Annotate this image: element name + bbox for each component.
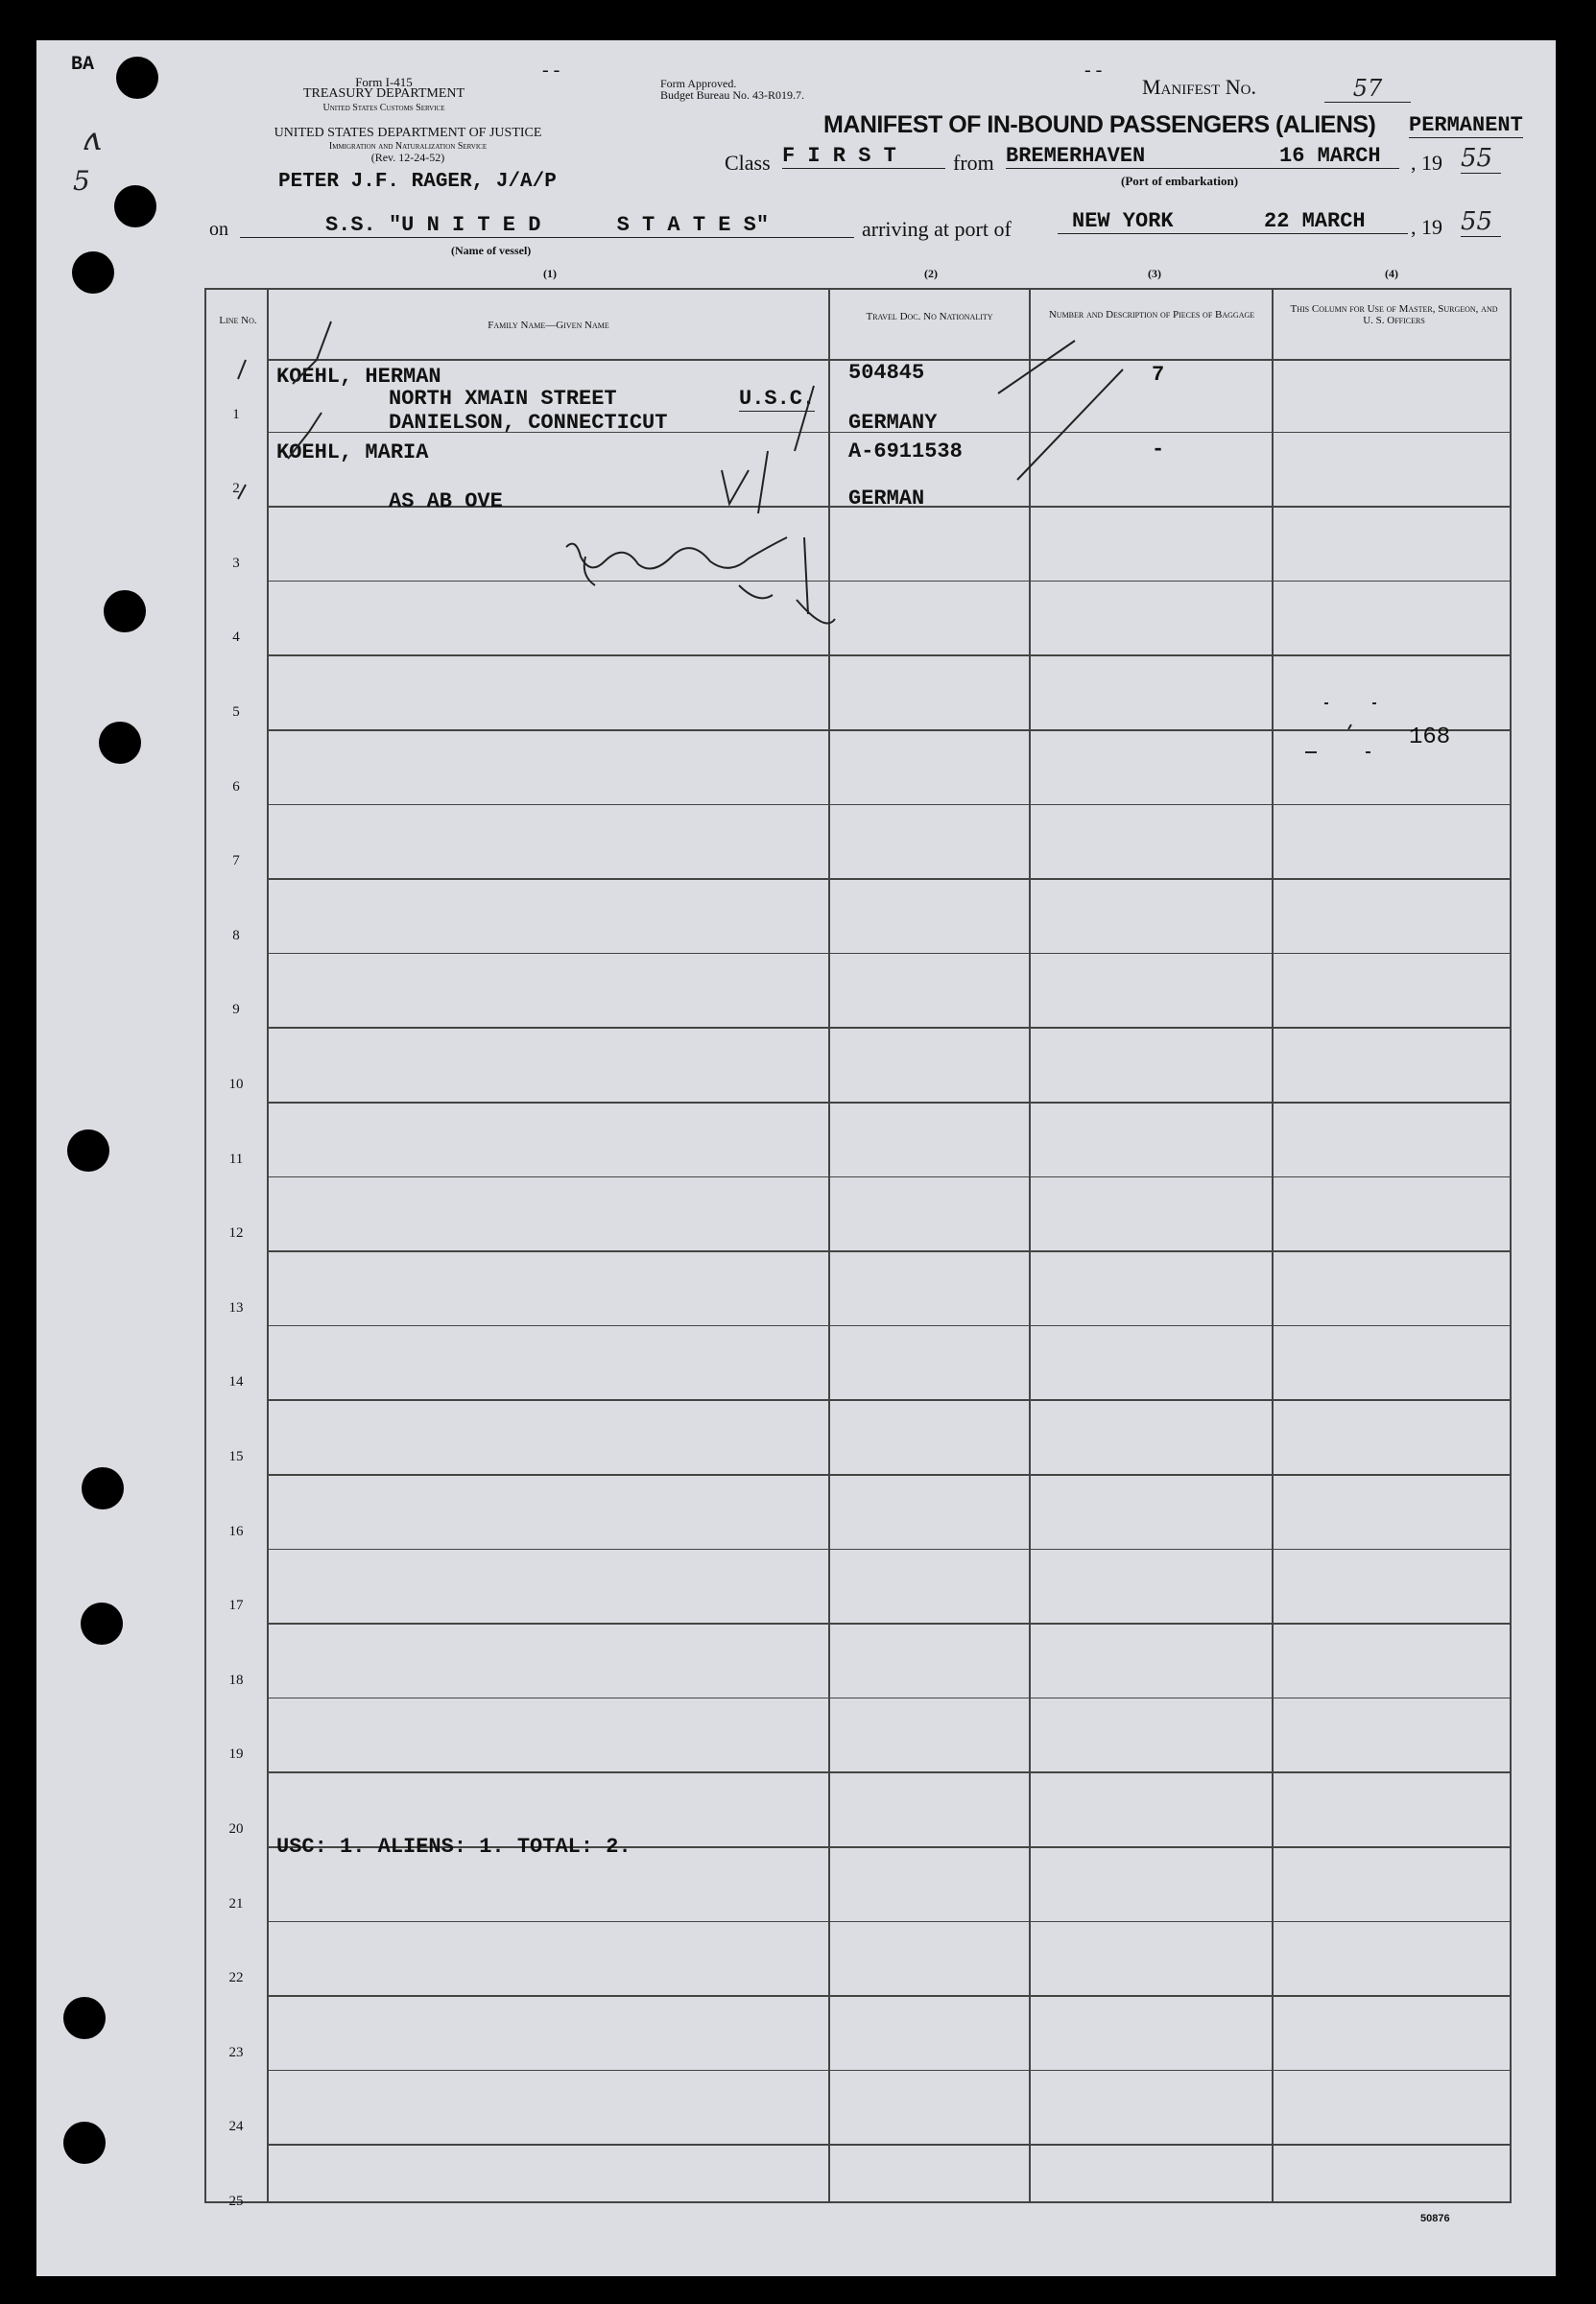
dash-mark: - -: [1084, 59, 1103, 81]
dash-mark: - -: [542, 59, 560, 81]
col-number: (3): [1148, 267, 1161, 280]
passenger-1-status: U.S.C.: [739, 387, 816, 411]
passenger-1-name: KOEHL, HERMAN: [276, 365, 441, 389]
port-embark-caption: (Port of embarkation): [1121, 174, 1239, 188]
row-line: [269, 581, 1512, 582]
row-line: [269, 2144, 1512, 2146]
from-label: from: [953, 151, 994, 175]
row-number: 16: [228, 1523, 244, 1539]
row-number: 9: [232, 1002, 240, 1018]
col-divider: [1272, 288, 1274, 2203]
passenger-1-address-1: NORTH XMAIN STREET: [389, 387, 617, 411]
manifest-type: PERMANENT: [1409, 113, 1523, 137]
vessel-caption: (Name of vessel): [451, 244, 532, 257]
row-number: 13: [228, 1299, 244, 1316]
row-number: 6: [232, 778, 240, 795]
punch-hole: [67, 1129, 109, 1172]
row-number: 21: [228, 1895, 244, 1912]
totals-line: USC: 1. ALIENS: 1. TOTAL: 2.: [276, 1835, 631, 1859]
manifest-title: MANIFEST OF IN-BOUND PASSENGERS (ALIENS): [823, 111, 1376, 138]
passenger-2-address: AS AB OVE: [389, 489, 503, 513]
row-number: 23: [228, 2044, 244, 2060]
col-divider: [828, 288, 830, 2203]
passenger-2-nationality: GERMAN: [848, 487, 925, 511]
passenger-2-baggage: -: [1152, 438, 1165, 462]
row-line: [269, 1623, 1512, 1625]
header-baggage: Number and Description of Pieces of Baggage: [1048, 309, 1255, 321]
arrival-port: [1058, 209, 1408, 234]
ins-service: Immigration and Naturalization Service: [328, 141, 488, 152]
embark-year: 55: [1461, 144, 1501, 174]
row-number: 14: [228, 1374, 244, 1390]
row-number: 18: [228, 1672, 244, 1688]
row-line: [269, 1921, 1512, 1923]
arrival-year: 55: [1461, 207, 1501, 237]
treasury-dept: TREASURY DEPARTMENT: [302, 86, 465, 101]
punch-hole: [63, 2122, 106, 2164]
form-number: Form I-415: [355, 75, 413, 89]
punch-hole: [116, 57, 158, 99]
class-value: F I R S T: [782, 144, 945, 169]
embark-date: 16 MARCH: [1279, 144, 1381, 168]
passenger-1-baggage: 7: [1152, 363, 1165, 387]
row-line: [269, 1474, 1512, 1476]
passenger-2-name: KOEHL, MARIA: [276, 440, 429, 464]
row-line: [269, 1771, 1512, 1773]
row-number: 8: [232, 927, 240, 943]
punch-hole: [81, 1603, 123, 1645]
passenger-1-doc-no: 504845: [848, 361, 925, 385]
row-number: 3: [232, 555, 240, 571]
punch-hole: [63, 1997, 106, 2039]
row-line: [269, 1399, 1512, 1401]
customs-service: United States Customs Service: [322, 103, 445, 113]
row-number: 12: [228, 1225, 244, 1242]
header-officers: This Column for Use of Master, Surgeon, and U. S. Officers: [1290, 303, 1498, 326]
row-number: 17: [228, 1598, 244, 1614]
row-number: 10: [228, 1077, 244, 1092]
col-divider: [267, 288, 269, 2203]
row-line: [269, 953, 1512, 955]
row-number: 24: [228, 2119, 244, 2135]
passenger-1-nationality: GERMANY: [848, 411, 938, 435]
col-number: (4): [1385, 267, 1398, 280]
col-number: (2): [924, 267, 938, 280]
manifest-table: [204, 288, 1512, 2203]
row-line: [269, 1325, 1512, 1327]
row-number: 1: [232, 406, 240, 422]
row-line: [269, 1995, 1512, 1997]
row-number: 19: [228, 1746, 244, 1763]
row-number: 5: [232, 704, 240, 720]
year-prefix-2: , 19: [1411, 215, 1442, 239]
budget-bureau: Budget Bureau No. 43-R019.7.: [660, 88, 804, 102]
port-embark-name: BREMERHAVEN: [1006, 144, 1146, 168]
passenger-2-doc-no: A-6911538: [848, 439, 963, 463]
row-line: [269, 804, 1512, 806]
arrival-port-name: NEW YORK: [1072, 209, 1174, 233]
margin-handwriting: ʌ: [83, 120, 102, 158]
row-line: [269, 1250, 1512, 1252]
row-number: 4: [232, 629, 240, 646]
vessel-name: S.S. "U N I T E D S T A T E S": [240, 213, 854, 238]
col-number: (1): [543, 267, 557, 280]
passenger-1-address-2: DANIELSON, CONNECTICUT: [389, 411, 668, 435]
arrival-date: 22 MARCH: [1264, 209, 1366, 233]
row-number: 2: [232, 481, 240, 497]
punch-hole: [104, 590, 146, 632]
row-line: [269, 2070, 1512, 2072]
row-line: [269, 1176, 1512, 1178]
arriving-label: arriving at port of: [862, 217, 1012, 241]
margin-handwriting: 5: [73, 165, 90, 197]
on-label: on: [209, 219, 228, 240]
row-line: [269, 1027, 1512, 1029]
punch-hole: [114, 185, 156, 227]
corner-code: BA: [71, 54, 95, 76]
row-line: [269, 654, 1512, 656]
officer-name: PETER J.F. RAGER, J/A/P: [278, 171, 557, 193]
header-travel-doc: Travel Doc. No Nationality: [866, 311, 993, 322]
row-line: [269, 1698, 1512, 1699]
row-number: 11: [228, 1151, 244, 1167]
manifest-label: Manifest No.: [1142, 75, 1256, 99]
officer-note: 168: [1409, 724, 1451, 750]
punch-hole: [99, 722, 141, 764]
row-line: [269, 729, 1512, 731]
row-number: 22: [228, 1970, 244, 1986]
row-line: [269, 1102, 1512, 1104]
year-prefix: , 19: [1411, 151, 1442, 175]
row-number: 20: [228, 1821, 244, 1837]
punch-hole: [72, 251, 114, 294]
port-embark: [1006, 144, 1399, 169]
row-line: [269, 1549, 1512, 1551]
header-line-no: Line No.: [219, 315, 257, 326]
col-divider: [1029, 288, 1031, 2203]
punch-hole: [82, 1467, 124, 1509]
form-code: 50876: [1420, 2213, 1450, 2224]
form-approved: Form Approved.: [660, 77, 737, 90]
justice-dept: UNITED STATES DEPARTMENT OF JUSTICE: [274, 126, 542, 140]
form-revision: (Rev. 12-24-52): [370, 151, 445, 164]
row-number: 25: [228, 2194, 244, 2209]
class-label: Class: [725, 151, 771, 175]
row-line: [269, 878, 1512, 880]
manifest-number: 57: [1324, 75, 1411, 103]
row-number: 15: [228, 1449, 244, 1464]
row-number: 7: [232, 853, 240, 869]
header-name: Family Name—Given Name: [488, 320, 609, 331]
